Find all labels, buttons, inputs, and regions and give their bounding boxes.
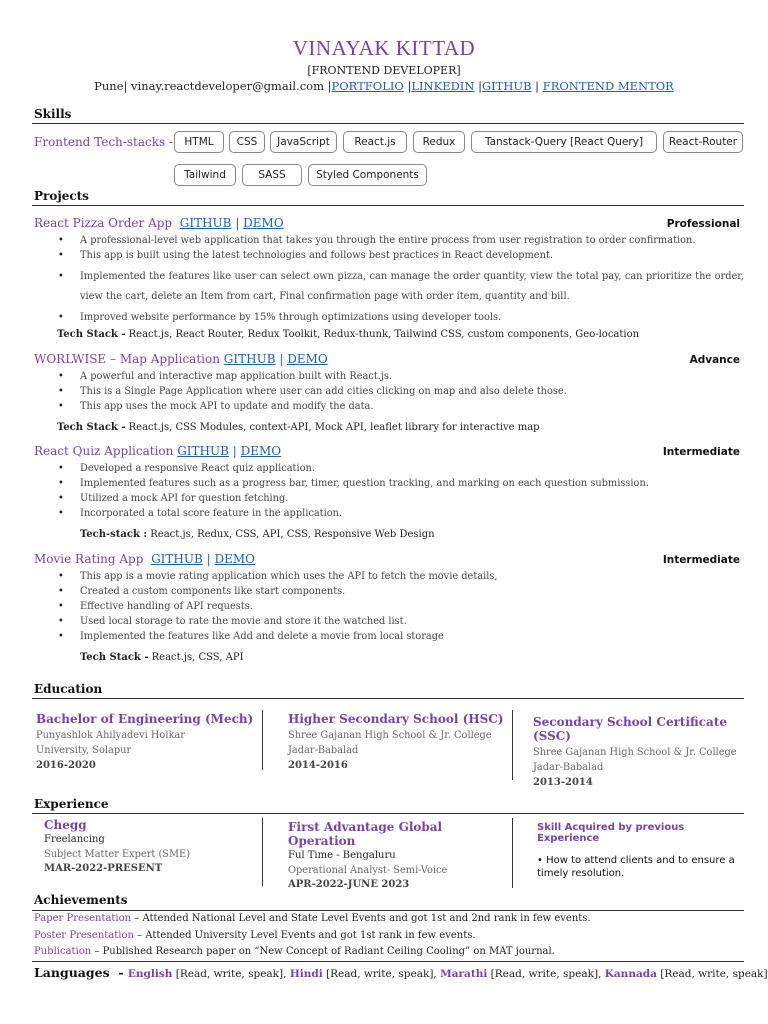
project-github-link[interactable]: GITHUB [223,352,276,366]
column-divider [512,710,513,780]
languages-divider [32,961,744,962]
list-item: • This app uses the mock API to update and modify the data. [80,399,744,414]
skill-chip: React.js [343,131,407,153]
projects-divider [32,205,744,206]
list-item: • A professional-level web application that takes you through the entire process from user registration to order confirmation. [80,233,744,248]
project-demo-link[interactable]: DEMO [240,444,282,458]
project-github-link[interactable]: GITHUB [151,552,203,566]
education-item [533,715,763,788]
city: Pune [94,79,124,93]
project-title: WORLWISE – Map Application GITHUB | DEMO [34,352,328,366]
skills-divider [32,123,744,124]
list-item: • Utilized a mock API for question fetching. [80,491,744,506]
project-level: Advance [689,354,740,366]
project-bullets [80,369,744,414]
achievement-item: Paper Presentation – Attended National Level and State Level Events and got 1st and 2nd rank in few events. [34,913,591,924]
list-item: • Implemented features such as a progress bar, timer, question tracking, and marking on each question submission. [80,476,744,491]
achievement-item: Poster Presentation – Attended University Level Events and got 1st rank in few events. [34,930,476,941]
employment-type: Ful Time - Bengaluru [288,850,396,861]
project-tech-stack: Tech Stack - React.js, CSS, API [80,652,244,663]
employment-type: Freelancing [44,834,105,845]
list-item: • A powerful and interactive map application built with React.js. [80,369,744,384]
skills-label: Frontend Tech-stacks - [34,135,173,149]
achievements-heading: Achievements [34,893,128,907]
candidate-name: VINAYAK KITTAD [292,36,476,60]
skills-acquired-item: • How to attend clients and to ensure a timely resolution. [537,855,735,879]
frontend-mentor-link[interactable]: FRONTEND MENTOR [542,79,674,93]
education-years: 2014-2016 [288,760,348,771]
degree-title: Bachelor of Engineering (Mech) [36,712,254,726]
skill-chip: CSS [229,131,265,153]
skills-heading: Skills [34,107,72,121]
job-role: Subject Matter Expert (SME) [44,849,191,860]
project-demo-link[interactable]: DEMO [214,552,255,566]
company-name: Chegg [44,818,87,832]
linkedin-link[interactable]: LINKEDIN [411,79,475,93]
list-item: • Used local storage to rate the movie and store it the watched list. [80,614,744,629]
language-name: English [127,968,173,980]
experience-skills [537,822,749,880]
education-item [36,712,256,771]
project-tech-stack: Tech Stack - React.js, CSS Modules, context-API, Mock API, leaflet library for interactive map [57,422,540,433]
institution-location: Jadar-Babalad [533,762,604,773]
project-tech-stack: Tech-stack : React.js, Redux, CSS, API, CSS, Responsive Web Design [80,529,435,540]
education-heading: Education [34,682,103,696]
project-level: Intermediate [662,446,740,458]
language-name: Marathi [440,968,488,980]
employment-period: MAR-2022-PRESENT [44,863,163,874]
project-title: React Quiz Application GITHUB | DEMO [34,444,282,458]
contact-line: Pune| vinay.reactdeveloper@gmail.com |PORTFOLIO |LINKEDIN |GITHUB | FRONTEND MENTOR [94,79,674,93]
list-item: • Improved website performance by 15% through optimizations using developer tools. [80,310,744,325]
institution-location: University, Solapur [36,745,132,756]
project-name: React Quiz Application [34,444,174,458]
skill-chip: JavaScript [270,131,337,153]
project-github-link[interactable]: GITHUB [177,444,229,458]
education-years: 2016-2020 [36,760,96,771]
project-bullets [80,569,744,644]
education-years: 2013-2014 [533,777,593,788]
skill-chip: React-Router [663,131,743,153]
column-divider [512,818,513,888]
column-divider [262,818,263,886]
education-item [288,712,508,771]
skill-chip: Redux [413,131,465,153]
language-name: Kannada [604,968,657,980]
project-title: React Pizza Order App GITHUB | DEMO [34,216,284,230]
job-role: [FRONTEND DEVELOPER] [307,64,461,77]
skill-chip: Styled Components [308,164,427,186]
project-title: Movie Rating App GITHUB | DEMO [34,552,255,566]
degree-title: Higher Secondary School (HSC) [288,712,504,726]
list-item: • Incorporated a total score feature in the application. [80,506,744,521]
skill-chip: Tailwind [174,164,236,186]
language-name: Hindi [289,968,323,980]
institution: Shree Gajanan High School & Jr. College [533,747,737,758]
experience-item [288,820,508,890]
project-tech-stack: Tech Stack - React.js, React Router, Redux Toolkit, Redux-thunk, Tailwind CSS, custom components, Geo-location [57,329,640,340]
achievement-item: Publication – Published Research paper on “New Concept of Radiant Ceiling Cooling” on MAT journal. [34,946,555,957]
project-name: React Pizza Order App [34,216,173,230]
skills-acquired-title: Skill Acquired by previous Experience [537,822,685,844]
portfolio-link[interactable]: PORTFOLIO [331,79,404,93]
github-link[interactable]: GITHUB [481,79,532,93]
project-name: Movie Rating App [34,552,144,566]
experience-item [44,818,254,874]
list-item: • Created a custom components like start components. [80,584,744,599]
institution: Punyashlok Ahilyadevi Holkar [36,730,185,741]
email[interactable]: vinay.reactdeveloper@gmail.com [131,79,324,93]
list-item: • Effective handling of API requests. [80,599,744,614]
project-demo-link[interactable]: DEMO [243,216,284,230]
degree-title: Secondary School Certificate (SSC) [533,715,728,743]
column-divider [262,710,263,770]
list-item: • Implemented the features like user can select own pizza, can manage the order quantity, view the total pay, can prioritize the order, view the cart, delete an Item from cart, Final confirmation page with order item, quantity and bill. [80,267,744,307]
project-level: Intermediate [662,554,740,566]
achievements-divider [32,910,744,911]
languages-heading: Languages [34,965,110,980]
project-demo-link[interactable]: DEMO [287,352,328,366]
project-level: Professional [666,218,740,230]
languages-line: Languages - English [Read, write, speak], Hindi [Read, write, speak], Marathi [Read, write, speak], Kannada [Read, write, speak] [34,965,768,980]
experience-divider [32,813,744,814]
employment-period: APR-2022-JUNE 2023 [288,879,410,890]
list-item: • This app is a movie rating application which uses the API to fetch the movie details, [80,569,744,584]
project-name: WORLWISE – Map Application [34,352,220,366]
list-item: • Implemented the features like Add and delete a movie from local storage [80,629,744,644]
project-github-link[interactable]: GITHUB [179,216,232,230]
education-divider [32,698,744,699]
skill-chip: HTML [174,131,224,153]
project-bullets [80,461,744,521]
list-item: • This is a Single Page Application where user can add cities clicking on map and also delete those. [80,384,744,399]
job-role: Operational Analyst- Semi-Voice [288,865,448,876]
project-bullets [80,233,744,325]
institution: Shree Gajanan High School & Jr. College [288,730,492,741]
company-name: First Advantage Global Operation [288,820,443,848]
projects-heading: Projects [34,189,89,203]
list-item: • Developed a responsive React quiz application. [80,461,744,476]
list-item: • This app is built using the latest technologies and follows best practices in React development. [80,248,744,263]
experience-heading: Experience [34,797,109,811]
skill-chip: SASS [242,164,302,186]
institution-location: Jadar-Babalad [288,745,359,756]
skill-chip: Tanstack-Query [React Query] [471,131,657,153]
